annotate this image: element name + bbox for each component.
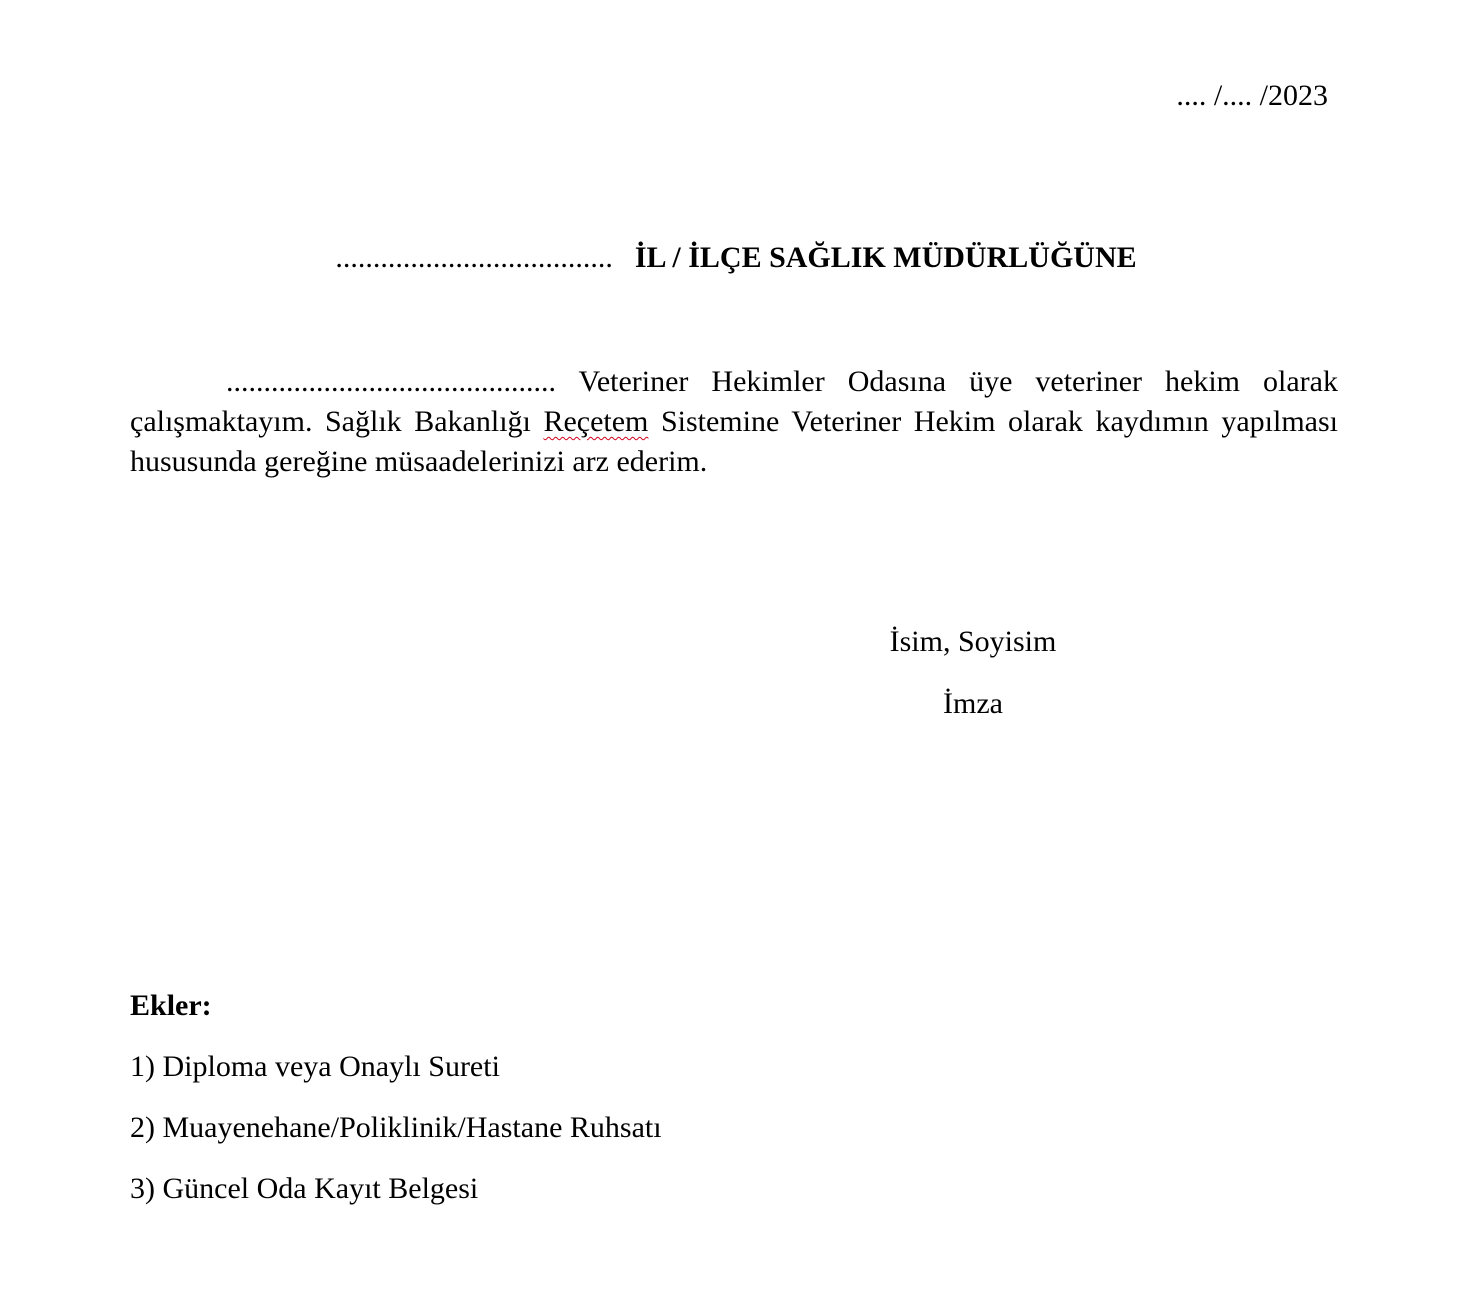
- list-item: 1) Diploma veya Onaylı Sureti: [130, 1050, 500, 1083]
- heading-title: İL / İLÇE SAĞLIK MÜDÜRLÜĞÜNE: [634, 241, 1137, 274]
- list-item: 2) Muayenehane/Poliklinik/Hastane Ruhsatı: [130, 1111, 662, 1144]
- body-dots: ............................................: [226, 365, 556, 398]
- body-paragraph: [130, 362, 1338, 482]
- body-part-1: Veteriner Hekimler Odasına üye veteriner hekim olarak çalışmaktayım. Sağlık Bakanlığı: [130, 365, 1338, 438]
- body-part-2: Sistemine Veteriner Hekim olarak kaydımın yapılması hususunda gereğine müsaadelerinizi arz ederim.: [130, 405, 1339, 478]
- attachments-section: [130, 988, 662, 1232]
- date-line: .... /.... /2023: [1176, 79, 1328, 112]
- list-item: 3) Güncel Oda Kayıt Belgesi: [130, 1172, 479, 1205]
- heading-dots: .....................................: [335, 241, 613, 274]
- attachments-title: Ekler:: [130, 989, 212, 1022]
- spellcheck-underlined-word: Reçetem: [543, 405, 649, 438]
- signature-sign: İmza: [943, 687, 1003, 720]
- attachments-list: [130, 1049, 662, 1207]
- addressee-heading: [0, 240, 1472, 276]
- signature-block: [830, 624, 1116, 722]
- signature-name: İsim, Soyisim: [889, 625, 1057, 658]
